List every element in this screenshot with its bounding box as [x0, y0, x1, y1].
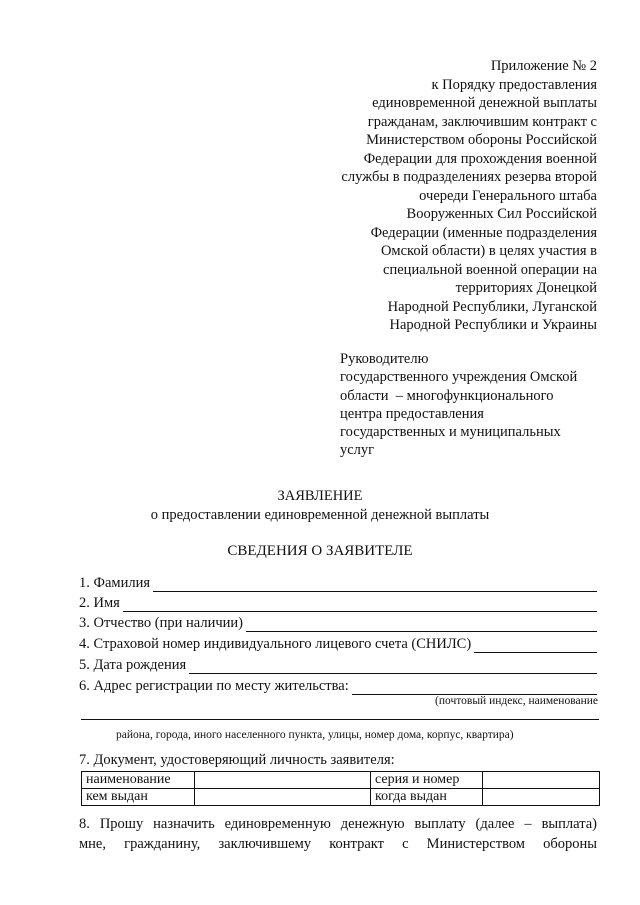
id-document-table: [81, 771, 600, 806]
table-row: [82, 789, 600, 806]
appendix-line: Федерации для прохождения военной: [363, 150, 597, 167]
appendix-line: Омской области) в целях участия в: [380, 243, 597, 259]
paragraph-8: [79, 814, 597, 854]
address-field[interactable]: [79, 676, 597, 695]
id-document-label: 7. Документ, удостоверяющий личность заявителя:: [79, 752, 395, 768]
name-field[interactable]: [79, 593, 597, 612]
birthdate-label: 5. Дата рождения: [79, 657, 187, 673]
recipient-line: центра предоставления: [340, 405, 484, 422]
appendix-line: Приложение № 2: [490, 58, 597, 74]
id-name-label: наименование: [82, 772, 195, 789]
snils-input-line[interactable]: [474, 638, 597, 653]
section-title: СВЕДЕНИЯ О ЗАЯВИТЕЛЕ: [227, 543, 413, 559]
patronymic-label: 3. Отчество (при наличии): [79, 615, 243, 631]
table-row: [82, 772, 600, 789]
appendix-line: Вооруженных Сил Российской: [406, 206, 597, 222]
document-title: ЗАЯВЛЕНИЕ: [277, 488, 363, 504]
recipient-line: государственных и муниципальных: [340, 424, 561, 441]
patronymic-input-line[interactable]: [246, 617, 597, 632]
appendix-line: территориях Донецкой: [455, 280, 597, 296]
surname-field[interactable]: [79, 573, 597, 592]
appendix-line: службы в подразделениях резерва второй: [341, 169, 597, 185]
name-label: 2. Имя: [79, 595, 120, 611]
id-series-value-cell[interactable]: [483, 772, 600, 789]
id-issued-by-value-cell[interactable]: [195, 789, 371, 806]
snils-field[interactable]: [79, 634, 597, 653]
appendix-header: [277, 57, 597, 335]
recipient-line: Руководителю: [340, 351, 429, 367]
appendix-line: гражданам, заключившим контракт с: [367, 113, 597, 130]
address-hint-2: района, города, иного населенного пункта, улицы, номер дома, корпус, квартира): [116, 729, 514, 741]
document-subtitle: о предоставлении единовременной денежной выплаты: [150, 507, 490, 523]
address-label: 6. Адрес регистрации по месту жительства:: [79, 678, 349, 694]
appendix-line: Народной Республики и Украины: [389, 317, 597, 333]
id-issued-when-value-cell[interactable]: [483, 789, 600, 806]
surname-label: 1. Фамилия: [79, 575, 150, 591]
snils-label: 4. Страховой номер индивидуального лицевого счета (СНИЛС): [79, 636, 472, 652]
paragraph-8-line: мне, гражданину, заключившему контракт с Министерством обороны: [79, 836, 597, 852]
appendix-line: Федерации (именные подразделения: [370, 224, 597, 241]
appendix-line: очереди Генерального штаба: [419, 187, 597, 204]
birthdate-input-line[interactable]: [189, 659, 597, 674]
id-name-value-cell[interactable]: [195, 772, 371, 789]
appendix-line: Народной Республики, Луганской: [387, 298, 597, 315]
appendix-line: к Порядку предоставления: [431, 76, 597, 93]
id-series-label: серия и номер: [371, 772, 483, 789]
appendix-line: единовременной денежной выплаты: [372, 95, 597, 111]
recipient-line: государственного учреждения Омской: [340, 369, 578, 386]
recipient-line: услуг: [340, 442, 375, 459]
id-issued-by-label: кем выдан: [82, 789, 195, 806]
appendix-line: специальной военной операции на: [383, 261, 597, 278]
patronymic-field[interactable]: [79, 613, 597, 632]
surname-input-line[interactable]: [153, 577, 597, 592]
address-input-line[interactable]: [352, 680, 597, 695]
recipient-line: области – многофункционального: [340, 387, 554, 404]
paragraph-8-line: 8. Прошу назначить единовременную денежную выплату (далее – выплата): [79, 816, 597, 832]
id-issued-when-label: когда выдан: [371, 789, 483, 806]
address-input-line-2[interactable]: [81, 719, 599, 720]
name-input-line[interactable]: [123, 597, 597, 612]
birthdate-field[interactable]: [79, 655, 597, 674]
appendix-line: Министерством обороны Российской: [366, 132, 597, 148]
recipient-block: [340, 350, 610, 460]
address-hint-1: (почтовый индекс, наименование: [435, 695, 598, 707]
